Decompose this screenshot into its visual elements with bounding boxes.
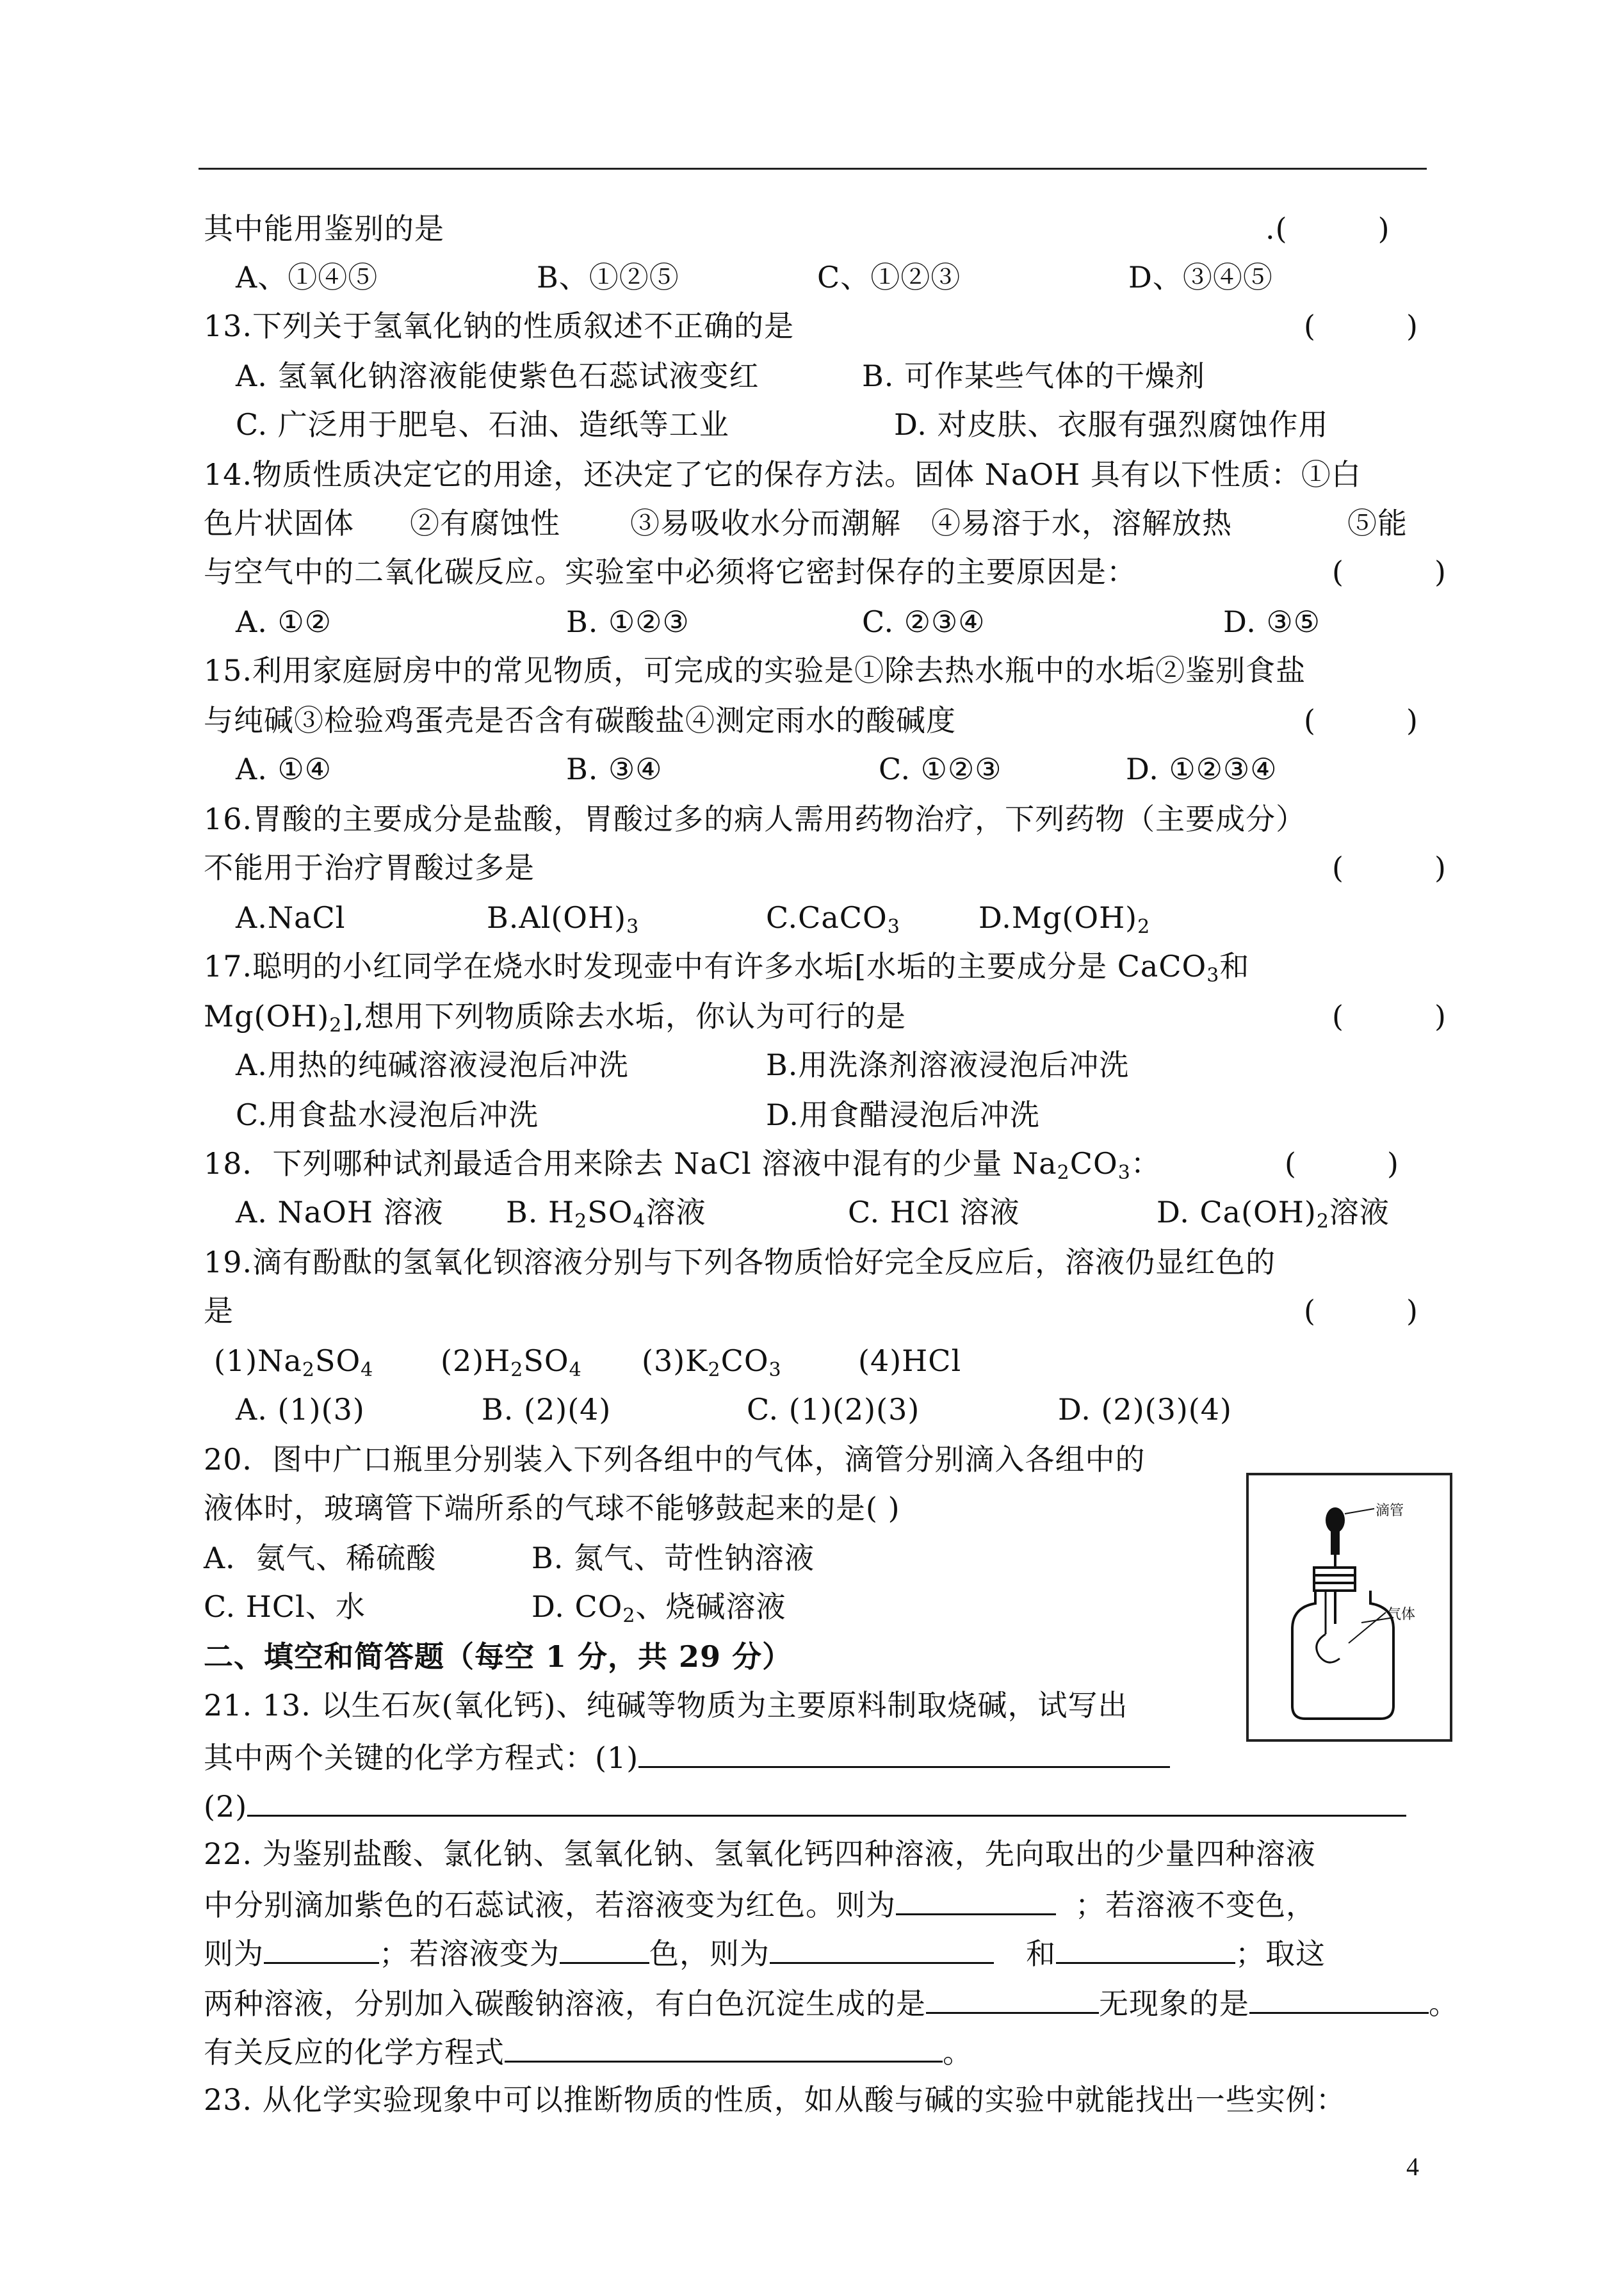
q19-items — [0, 1338, 1624, 1383]
q15-option-c: C. ①②③ — [879, 752, 1002, 786]
page-number: 4 — [1406, 2152, 1419, 2181]
q12-tail: 其中能用鉴别的是 — [204, 211, 444, 246]
q19-option-d: D. (2)(3)(4) — [1058, 1392, 1232, 1427]
q23-line-1: 23. 从化学实验现象中可以推断物质的性质，如从酸与碱的实验中就能找出一些实例： — [204, 2082, 1346, 2117]
q16-option-a: A.NaCl — [236, 900, 346, 935]
q19-item-3: $(3)K_2CO_3$ — [642, 1343, 782, 1381]
q16-answer-paren: ( ) — [1332, 850, 1447, 885]
q14-option-c: C. ②③④ — [862, 604, 986, 639]
q19-option-c: C. (1)(2)(3) — [747, 1392, 920, 1427]
q19-line-2: 是 — [204, 1293, 234, 1328]
q14-line-1: 14.物质性质决定它的用途，还决定了它的保存方法。固体 NaOH 具有以下性质：①白 — [204, 457, 1361, 492]
q17-answer-paren: ( ) — [1332, 999, 1447, 1034]
q16-option-b: $B.Al(OH)_3$ — [487, 900, 640, 938]
q12-answer-paren: .( ) — [1265, 211, 1390, 246]
flask-dropper-diagram — [1249, 1475, 1450, 1739]
dropper-pointer-line — [1345, 1509, 1374, 1514]
q20-option-c: C. HCl、水 — [204, 1589, 366, 1624]
q22-blank-unchanged[interactable] — [264, 1929, 379, 1964]
q19-item-1: $(1)Na_2SO_4$ — [214, 1343, 374, 1381]
q14-property-1: 色片状固体 — [204, 506, 354, 540]
q22-blank-color[interactable] — [560, 1929, 649, 1964]
q14-option-d: D. ③⑤ — [1223, 604, 1320, 639]
q22-line-4: 两种溶液，分别加入碳酸钠溶液，有白色沉淀生成的是 无现象的是 。 — [204, 1979, 1459, 2023]
q14-property-2: ②有腐蚀性 — [410, 506, 560, 540]
q19-option-b: B. (2)(4) — [482, 1392, 612, 1427]
q18-option-a: A. NaOH 溶液 — [236, 1195, 444, 1229]
q19-option-a: A. (1)(3) — [236, 1392, 365, 1427]
q21-line-2: 其中两个关键的化学方程式：(1) — [204, 1733, 1170, 1778]
q22-line-1: 22. 为鉴别盐酸、氯化钠、氢氧化钠、氢氧化钙四种溶液，先向取出的少量四种溶液 — [204, 1837, 1316, 1871]
q14-property-4: ④易溶于水，溶解放热 — [931, 506, 1232, 540]
q15-option-d: D. ①②③④ — [1126, 752, 1278, 786]
q18-stem: 18．下列哪种试剂最适合用来除去 NaCl 溶液中混有的少量 $Na_2CO_3$： — [204, 1146, 1161, 1184]
q22-blank-equation[interactable] — [505, 2027, 943, 2063]
section-2-heading: 二、填空和简答题（每空 1 分，共 29 分） — [204, 1639, 793, 1674]
q14-line-2 — [0, 501, 1624, 546]
q19-item-4: (4)HCl — [858, 1343, 962, 1378]
q16-option-c: C.CaCO$_3$ — [766, 900, 900, 938]
q18-option-b: B. $H_2SO_4$溶液 — [506, 1195, 706, 1233]
gas-label: 气体 — [1387, 1607, 1416, 1623]
dropper-collar — [1331, 1530, 1340, 1555]
q18-answer-paren: ( ) — [1285, 1146, 1399, 1181]
q13-answer-paren: ( ) — [1304, 309, 1418, 343]
q15-line-1: 15.利用家庭厨房中的常见物质，可完成的实验是①除去热水瓶中的水垢②鉴别食盐 — [204, 653, 1306, 688]
q16-option-d: $D.Mg(OH)_2$ — [978, 900, 1151, 938]
q22-blank-solution-1[interactable] — [770, 1929, 994, 1964]
q22-blank-no-change[interactable] — [1249, 1979, 1429, 2014]
q12-option-a: A、①④⑤ — [236, 260, 378, 295]
q19-item-2: $(2)H_2SO_4$ — [441, 1343, 582, 1381]
header-rule — [199, 168, 1427, 170]
q22-blank-precipitate[interactable] — [926, 1979, 1099, 2014]
q20-option-a: A．氨气、稀硫酸 — [204, 1541, 437, 1575]
q17-line-1: 17.聪明的小红同学在烧水时发现壶中有许多水垢[水垢的主要成分是 CaCO$_3$和 — [204, 949, 1250, 987]
q18-option-c: C. HCl 溶液 — [848, 1195, 1020, 1229]
q19-answer-paren: ( ) — [1304, 1293, 1418, 1328]
q16-options — [0, 895, 1624, 940]
q14-line-3: 与空气中的二氧化碳反应。实验室中必须将它密封保存的主要原因是： — [204, 555, 1137, 589]
q12-options — [0, 255, 1624, 300]
q17-option-c: C.用食盐水浸泡后冲洗 — [236, 1098, 539, 1132]
q13-option-b: B. 可作某些气体的干燥剂 — [862, 359, 1206, 393]
q14-option-a: A. ①② — [236, 604, 332, 639]
q20-option-d: D. $CO_2$、烧碱溶液 — [532, 1589, 786, 1627]
q20-line-1: 20．图中广口瓶里分别装入下列各组中的气体，滴管分别滴入各组中的 — [204, 1442, 1146, 1477]
q15-options — [0, 747, 1624, 791]
q12-option-b: B、①②⑤ — [537, 260, 679, 295]
q13-option-c: C. 广泛用于肥皂、石油、造纸等工业 — [236, 407, 729, 442]
q13-option-a: A. 氢氧化钠溶液能使紫色石蕊试液变红 — [236, 359, 759, 393]
q16-line-2: 不能用于治疗胃酸过多是 — [204, 850, 535, 885]
q22-line-2: 中分别滴加紫色的石蕊试液，若溶液变为红色。则为 ；若溶液不变色， — [204, 1880, 1316, 1925]
q18-option-d: D. $Ca(OH)_2$溶液 — [1157, 1195, 1390, 1233]
q20-line-2: 液体时，玻璃管下端所系的气球不能够鼓起来的是( ) — [204, 1491, 900, 1525]
q17-option-a: A.用热的纯碱溶液浸泡后冲洗 — [236, 1048, 629, 1082]
balloon — [1317, 1634, 1340, 1662]
apparatus-figure — [1246, 1473, 1452, 1742]
q15-line-2: 与纯碱③检验鸡蛋壳是否含有碳酸盐④测定雨水的酸碱度 — [204, 703, 956, 738]
q20-option-b: B. 氮气、苛性钠溶液 — [532, 1541, 815, 1575]
bottle-stopper — [1314, 1568, 1355, 1591]
q14-property-5: ⑤能 — [1347, 506, 1408, 540]
q19-options — [0, 1387, 1624, 1432]
q19-line-1: 19.滴有酚酞的氢氧化钡溶液分别与下列各物质恰好完全反应后，溶液仍显红色的 — [204, 1245, 1276, 1279]
q22-line-5: 有关反应的化学方程式 。 — [204, 2027, 973, 2072]
wide-mouth-bottle — [1292, 1591, 1393, 1719]
q22-blank-solution-2[interactable] — [1056, 1929, 1235, 1964]
q13-stem: 13.下列关于氢氧化钠的性质叙述不正确的是 — [204, 309, 795, 343]
q15-answer-paren: ( ) — [1304, 703, 1418, 738]
q21-blank-1[interactable] — [638, 1733, 1170, 1768]
q21-line-1: 21. 13. 以生石灰(氧化钙)、纯碱等物质为主要原料制取烧碱，试写出 — [204, 1688, 1128, 1723]
q14-option-b: B. ①②③ — [566, 604, 690, 639]
gas-pointer-line — [1349, 1612, 1386, 1643]
q13-option-d: D. 对皮肤、衣服有强烈腐蚀作用 — [894, 407, 1329, 442]
q17-option-d: D.用食醋浸泡后冲洗 — [766, 1098, 1040, 1132]
q21-line-3: (2) — [204, 1781, 1406, 1826]
q22-line-3: 则为 ；若溶液变为 色，则为 和 ；取这 — [204, 1929, 1326, 1974]
q17-line-2: $Mg(OH)_2$],想用下列物质除去水垢，你认为可行的是 — [204, 999, 906, 1037]
dropper-bulb — [1326, 1507, 1345, 1533]
q21-blank-2[interactable] — [247, 1781, 1406, 1817]
q17-option-b: B.用洗涤剂溶液浸泡后冲洗 — [766, 1048, 1130, 1082]
q12-option-c: C、①②③ — [817, 260, 961, 295]
q14-property-3: ③易吸收水分而潮解 — [630, 506, 901, 540]
q12-option-d: D、③④⑤ — [1128, 260, 1273, 295]
q15-option-b: B. ③④ — [566, 752, 663, 786]
q14-options — [0, 599, 1624, 644]
q18-options — [0, 1190, 1624, 1235]
q14-answer-paren: ( ) — [1332, 555, 1447, 589]
q22-blank-red[interactable] — [896, 1880, 1056, 1915]
q15-option-a: A. ①④ — [236, 752, 332, 786]
dropper-label: 滴管 — [1376, 1503, 1404, 1519]
q16-line-1: 16.胃酸的主要成分是盐酸，胃酸过多的病人需用药物治疗，下列药物（主要成分） — [204, 802, 1306, 836]
